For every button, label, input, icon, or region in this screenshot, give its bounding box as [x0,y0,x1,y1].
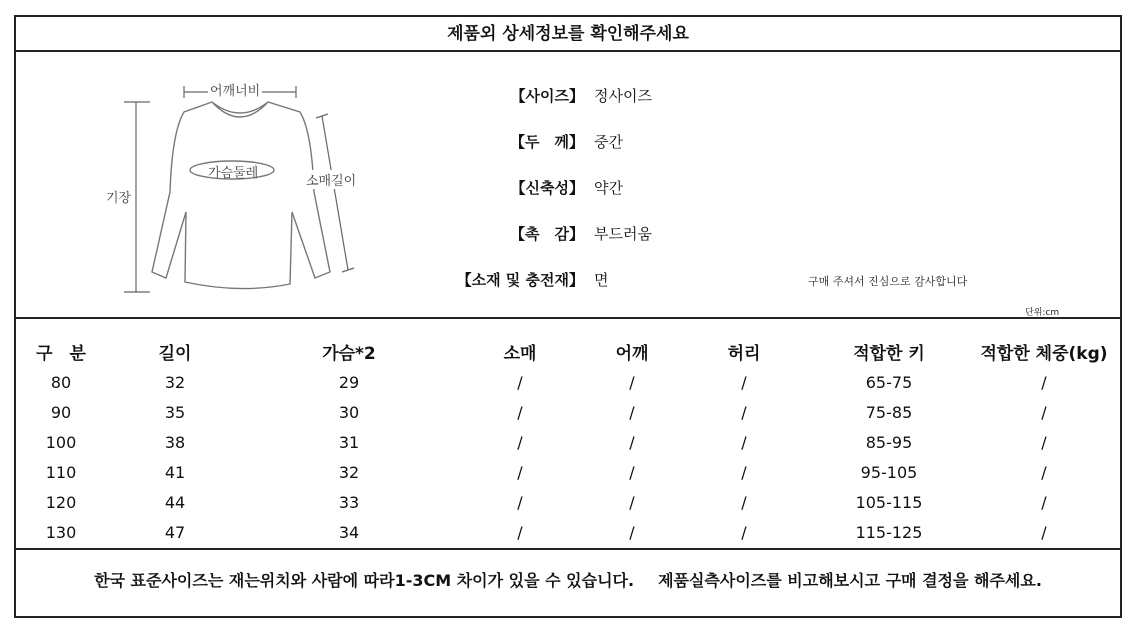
table-cell: / [629,523,635,542]
chest-label: 가슴둘레 [208,166,259,181]
spec-row-texture [430,223,830,247]
table-cell: 44 [164,493,186,512]
table-cell: / [741,493,747,512]
table-cell: / [629,463,635,482]
table-row [14,488,1122,518]
table-cell: 85-95 [865,433,913,452]
table-cell: 120 [45,493,77,512]
table-cell: 105-115 [855,493,923,512]
table-header [14,339,1122,369]
table-row [14,518,1122,548]
table-cell: / [1041,433,1047,452]
size-notice [14,568,1122,591]
table-cell: / [741,463,747,482]
table-cell: / [629,373,635,392]
spec-row-stretch [430,177,830,201]
table-cell: 31 [338,433,360,452]
table-cell: / [517,373,523,392]
spec-key: 【신축성】 [510,179,584,197]
table-row [14,398,1122,428]
table-cell: 75-85 [865,403,913,422]
table-cell: / [1041,373,1047,392]
divider [14,548,1122,550]
shoulder-label: 어깨너비 [208,80,262,99]
table-cell: 80 [50,373,72,392]
spec-value: 중간 [594,133,623,151]
table-cell: 130 [45,523,77,542]
table-cell: 32 [338,463,360,482]
spec-key: 【소재 및 충전재】 [456,271,584,289]
table-cell: 34 [338,523,360,542]
notice-text: 한국 표준사이즈는 재는위치와 사람에 따라1-3CM 차이가 있을 수 있습니다. [94,571,635,590]
table-cell: 35 [164,403,186,422]
table-cell: 38 [164,433,186,452]
table-cell: / [1041,403,1047,422]
page-title: 제품외 상세정보를 확인해주세요 [447,24,689,44]
spec-row-size [430,85,830,109]
table-cell: / [629,433,635,452]
spec-key: 【사이즈】 [510,87,584,105]
table-cell: / [741,433,747,452]
table-row [14,368,1122,398]
table-cell: 32 [164,373,186,392]
header-cell: 구 분 [36,344,86,364]
header-cell: 허리 [727,344,761,364]
header-cell: 가슴*2 [322,344,376,364]
spec-value: 약간 [594,179,623,197]
table-cell: / [517,523,523,542]
table-cell: / [1041,463,1047,482]
spec-key: 【촉 감】 [510,225,584,243]
spec-value: 정사이즈 [594,87,652,105]
spec-value: 면 [594,271,609,289]
table-cell: 95-105 [860,463,918,482]
thanks-text: 구매 주셔서 진심으로 감사합니다 [808,275,968,288]
header-cell: 어깨 [615,344,649,364]
spec-value: 부드러움 [594,225,652,243]
table-row [14,458,1122,488]
table-cell: 110 [45,463,77,482]
table-cell: / [741,403,747,422]
table-cell: 100 [45,433,77,452]
header-cell: 길이 [158,344,192,364]
table-cell: / [517,433,523,452]
unit-label: 단위:cm [1025,308,1060,318]
divider [14,317,1122,319]
table-cell: 29 [338,373,360,392]
header-cell: 소매 [503,344,537,364]
garment-diagram [100,72,400,302]
header-cell: 적합한 키 [853,344,925,364]
table-cell: 90 [50,403,72,422]
header-cell: 적합한 체중(kg) [980,344,1108,364]
table-cell: / [517,463,523,482]
table-cell: / [517,403,523,422]
table-cell: / [741,523,747,542]
notice-text: 제품실측사이즈를 비고해보시고 구매 결정을 해주세요. [658,571,1042,590]
sleeve-label: 소매길이 [306,170,356,189]
length-label: 기장 [106,187,131,206]
spec-key: 【두 께】 [510,133,584,151]
table-cell: / [629,493,635,512]
table-cell: / [629,403,635,422]
table-cell: / [1041,493,1047,512]
table-cell: 65-75 [865,373,913,392]
table-cell: 30 [338,403,360,422]
table-cell: / [1041,523,1047,542]
table-cell: 115-125 [855,523,923,542]
spec-row-material [430,269,830,293]
table-cell: / [741,373,747,392]
table-row [14,428,1122,458]
spec-row-thickness [430,131,830,155]
table-cell: / [517,493,523,512]
table-cell: 41 [164,463,186,482]
table-cell: 33 [338,493,360,512]
table-cell: 47 [164,523,186,542]
